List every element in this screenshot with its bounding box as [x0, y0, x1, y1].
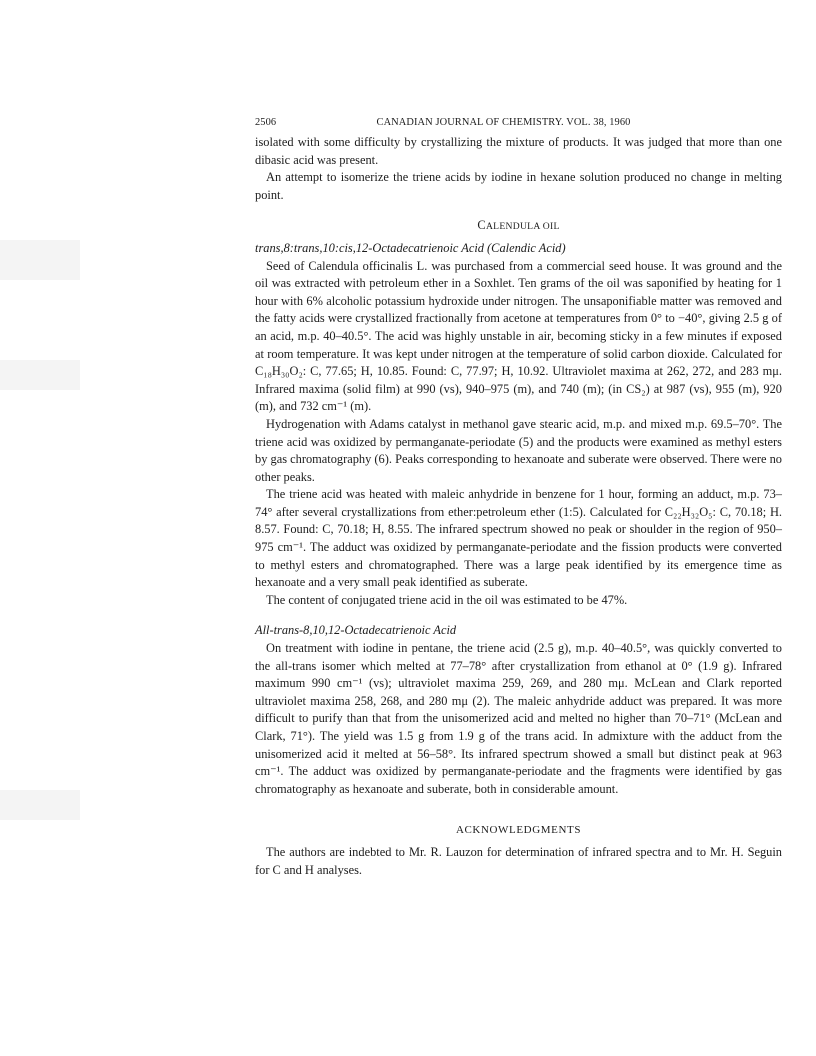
- subsection-title-calendic-acid: trans,8:trans,10:cis,12-Octadecatrienoic Acid (Calendic Acid): [255, 240, 566, 255]
- calendic-paragraph-2: Hydrogenation with Adams catalyst in methanol gave stearic acid, m.p. and mixed m.p. 69.5–70°. The triene acid was oxidized by permanganate-periodate (5) and the products were examined as methyl esters by gas chromatography (6). Peaks corresponding to hexanoate and suberate were observed. There were no other peaks.: [255, 416, 782, 484]
- intro-paragraph-1: isolated with some difficulty by crystallizing the mixture of products. It was judged that more than one dibasic acid was present.: [255, 135, 782, 167]
- page-body: [255, 116, 782, 879]
- calendic-paragraph-4: The content of conjugated triene acid in the oil was estimated to be 47%.: [266, 592, 628, 607]
- scan-margin-artifact: [0, 240, 80, 280]
- all-trans-paragraph: On treatment with iodine in pentane, the triene acid (2.5 g), m.p. 40–40.5°, was quickly converted to the all-trans isomer which melted at 77–78° after crystallization from ethanol at 0° (1.9 g). Infrared maximum 990 cm⁻¹ (vs); ultraviolet maxima 259, 269, and 280 mμ. McLean and Clark reported ultraviolet maxima 258, 268, and 280 mμ (2). The maleic anhydride adduct was prepared. It was more difficult to purify than that from the unisomerized acid and melted no higher than 70–71° (McLean and Clark, 71°). The yield was 1.5 g from 1.9 g of the trans acid. In admixture with the adduct from the unisomerized acid it melted at 56–58°. Its infrared spectrum showed a small but distinct peak at 963 cm⁻¹. The adduct was oxidized by permanganate-periodate and the fragments were identified by gas chromatography as hexanoate and suberate, both in considerable amount.: [255, 641, 782, 796]
- section-heading-calendula-oil: [255, 217, 782, 236]
- acknowledgments-heading: ACKNOWLEDGMENTS: [455, 824, 582, 837]
- section-heading-rest: ALENDULA OIL: [485, 221, 560, 233]
- journal-title: CANADIAN JOURNAL OF CHEMISTRY. VOL. 38, 1960: [376, 117, 631, 128]
- calendic-paragraph-1: Seed of Calendula officinalis L. was purchased from a commercial seed house. It was ground and the oil was extracted with petroleum ether in a Soxhlet. Ten grams of the oil was saponified by heating for 1 hour with 6% alcoholic potassium hydroxide under nitrogen. The unsaponifiable matter was removed and the fatty acids were crystallized fractionally from acetone at temperatures from 0° to −40°, giving 2.5 g of an acid, m.p. 40–40.5°. The acid was highly unstable in air, becoming sticky in a few minutes if exposed at room temperature. It was kept under nitrogen at the temperature of solid carbon dioxide. Calculated for C₁₈H₃₀O₂: C, 77.65; H, 10.85. Found: C, 77.97; H, 10.92. Ultraviolet maxima at 262, 272, and 283 mμ. Infrared maxima (solid film) at 990 (vs), 940–975 (m), and 740 (m); (in CS₂) at 987 (vs), 955 (m), 920 (m), and 732 cm⁻¹ (m).: [255, 258, 782, 414]
- intro-paragraph-2: An attempt to isomerize the triene acids by iodine in hexane solution produced no change in melting point.: [255, 170, 782, 202]
- section-heading-initial: C: [477, 218, 486, 233]
- calendic-paragraph-3: The triene acid was heated with maleic anhydride in benzene for 1 hour, forming an adduct, m.p. 73–74° after several crystallizations from ether:petroleum ether (1:5). Calculated for C₂₂H₃₂O₅: C, 70.18; H. 8.57. Found: C, 70.18; H, 8.55. The infrared spectrum showed no peak or shoulder in the region of 950–975 cm⁻¹. The adduct was oxidized by permanganate-periodate and the fission products were converted to methyl esters and chromatographed. There was a large peak identified by its emergence time as hexanoate and a very small peak identified as suberate.: [255, 487, 782, 590]
- acknowledgments-text: The authors are indebted to Mr. R. Lauzon for determination of infrared spectra and to Mr. H. Seguin for C and H analyses.: [255, 844, 782, 877]
- page-number: 2506: [255, 117, 277, 128]
- subsection-title-all-trans: All-trans-8,10,12-Octadecatrienoic Acid: [255, 623, 457, 638]
- running-head: [255, 116, 782, 130]
- scan-margin-artifact: [0, 360, 80, 390]
- scan-margin-artifact: [0, 790, 80, 820]
